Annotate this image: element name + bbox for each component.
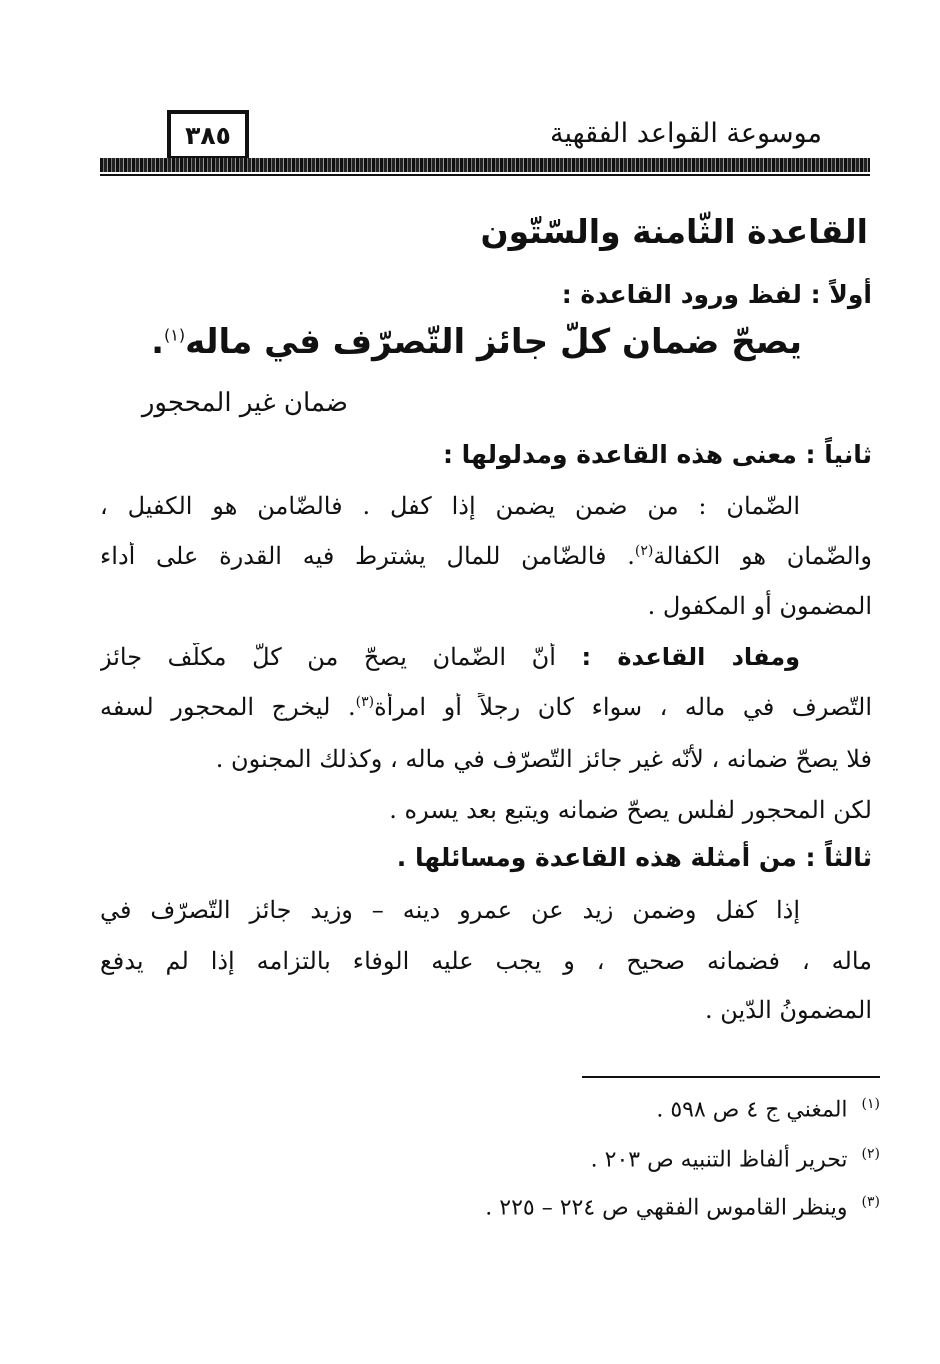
paragraph-line: فلا يصحّ ضمانه ، لأنّه غير جائز التّصرّف في ماله ، وكذلك المجنون . xyxy=(215,745,872,773)
text-span: . ليخرج المحجور لسفه xyxy=(100,693,356,721)
paragraph-line: لكن المحجور لفلس يصحّ ضمانه ويتبع بعد يسره . xyxy=(389,796,872,824)
paragraph-line: إذا كفل وضمن زيد عن عمرو دينه – وزيد جائز التّصرّف في xyxy=(100,896,800,924)
paragraph-line xyxy=(100,542,872,570)
text-span: . فالضّامن للمال يشترط فيه القدرة على أداء xyxy=(100,542,635,570)
footnote-marker: (٣) xyxy=(861,1194,880,1210)
header-rule-thin xyxy=(100,174,870,176)
footnote-ref-2: (٢) xyxy=(634,543,654,559)
footnote-ref-3: (٣) xyxy=(355,694,375,710)
page-title: القاعدة الثّامنة والسّتّون xyxy=(480,212,868,251)
footnote-text: وينظر القاموس الفقهي ص ٢٢٤ – ٢٢٥ . xyxy=(485,1195,848,1221)
page-number xyxy=(167,110,249,160)
footnote-marker: (١) xyxy=(861,1096,880,1112)
header-rule xyxy=(100,158,870,172)
margin-note: ضمان غير المحجور xyxy=(141,388,348,418)
paragraph-line xyxy=(100,643,800,671)
rule-end: . xyxy=(151,322,165,362)
footnote-marker: (٢) xyxy=(861,1146,880,1162)
text-span: والضّمان هو الكفالة xyxy=(653,542,872,570)
paragraph-line xyxy=(100,693,872,721)
footnote-1 xyxy=(656,1096,880,1122)
footnote-text: المغني ج ٤ ص ٥٩٨ . xyxy=(656,1097,848,1123)
footnote-separator xyxy=(582,1076,880,1078)
rule-text: يصحّ ضمان كلّ جائز التّصرّف في ماله xyxy=(185,322,802,362)
footnote-3 xyxy=(485,1194,880,1220)
section-heading-2: ثانياً : معنى هذه القاعدة ومدلولها : xyxy=(442,440,872,469)
rule-statement xyxy=(151,322,802,362)
text-span: التّصرف في ماله ، سواء كان رجلاً أو امرأة xyxy=(374,693,872,721)
section-heading-3: ثالثاً : من أمثلة هذه القاعدة ومسائلها . xyxy=(396,843,872,872)
section-heading-1: أولاً : لفظ ورود القاعدة : xyxy=(561,280,872,309)
paragraph-line: ماله ، فضمانه صحيح ، و يجب عليه الوفاء بالتزامه إذا لم يدفع xyxy=(100,947,872,975)
footnote-2 xyxy=(591,1146,880,1172)
page-number-text: ٣٨٥ xyxy=(185,120,231,150)
paragraph-line: المضمونُ الدّين . xyxy=(705,996,872,1024)
footnote-ref-1: (١) xyxy=(164,325,186,345)
running-title: موسوعة القواعد الفقهية xyxy=(550,118,822,149)
paragraph-line: الضّمان : من ضمن يضمن إذا كفل . فالضّامن هو الكفيل ، xyxy=(100,492,800,520)
paragraph-line: المضمون أو المكفول . xyxy=(647,592,872,620)
footnote-text: تحرير ألفاظ التنبيه ص ٢٠٣ . xyxy=(590,1147,848,1173)
bold-lead: ومفاد القاعدة : xyxy=(581,643,800,671)
text-span: أنّ الضّمان يصحّ من كلّ مكلّف جائز xyxy=(100,643,556,671)
